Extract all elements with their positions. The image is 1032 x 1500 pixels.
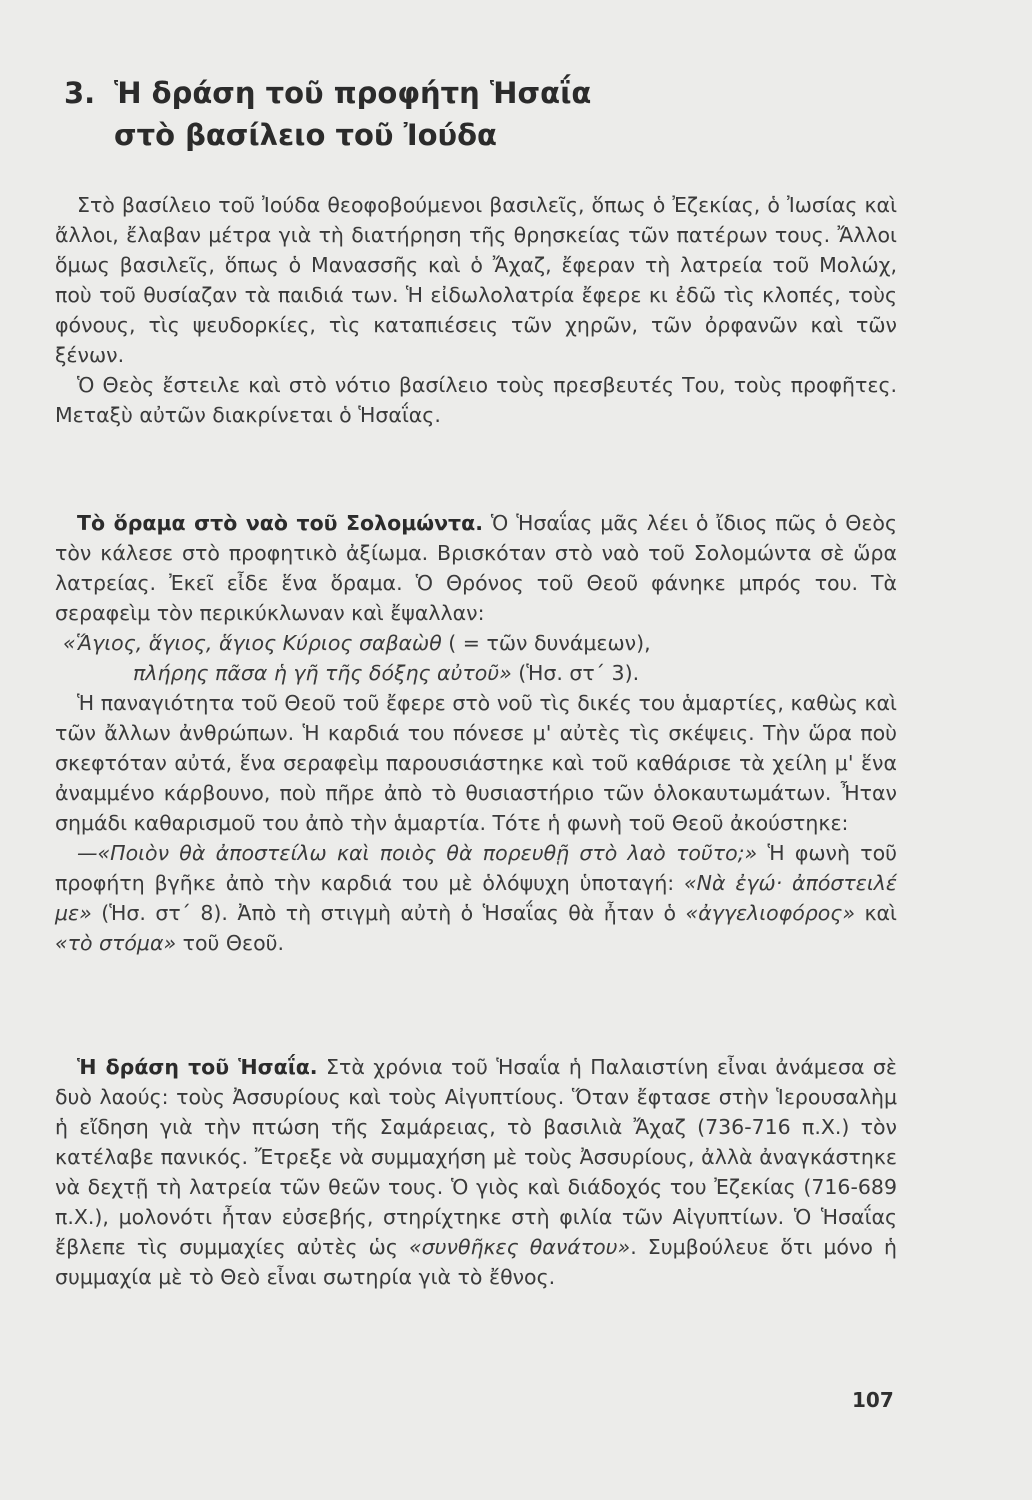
hymn-quote-2: πλήρης πᾶσα ἡ γῆ τῆς δόξης αὐτοῦ» <box>133 661 512 685</box>
vision-section <box>55 508 897 958</box>
chapter-title <box>64 72 591 156</box>
page-number: 107 <box>852 1388 894 1412</box>
action-text-1: Στὰ χρόνια τοῦ Ἡσαΐα ἡ Παλαιστίνη εἶναι ἀνάμεσα σὲ δυὸ λαούς: τοὺς Ἀσσυρίους καὶ τοὺς Αἰγυπτίους. Ὅταν ἔφτασε στὴν Ἱερουσαλὴμ ἡ εἴδηση γιὰ τὴν πτώση τῆς Σαμάρειας, τὸ βασιλιὰ Ἄχαζ (736-716 π.Χ.) τὸν κατέλαβε πανικός. Ἔτρεξε νὰ συμμαχήση μὲ τοὺς Ἀσσυρίους, ἀλλὰ ἀναγκάστηκε νὰ δεχτῇ τὴ λατρεία τῶν θεῶν τους. Ὁ γιὸς καὶ διάδοχός του Ἐζεκίας (716-689 π.Χ.), μολονότι ἦταν εὐσεβής, στηρίχτηκε στὴ φιλία τῶν Αἰγυπτίων. Ὁ Ἡσαΐας ἔβλεπε τὶς συμμαχίες αὐτὲς ὡς <box>55 1055 897 1259</box>
hymn-line-2 <box>55 658 897 688</box>
vision-text-3c: καὶ <box>854 901 897 925</box>
hymn-gloss: ( = τῶν δυνάμεων), <box>441 631 651 655</box>
vision-paragraph-2: Ἡ παναγιότητα τοῦ Θεοῦ τοῦ ἔφερε στὸ νοῦ τὶς δικές του ἁμαρτίες, καθὼς καὶ τῶν ἄλλων ἀνθρώπων. Ἡ καρδιά του πόνεσε μ' αὐτὲς τὶς σκέψεις. Τὴν ὥρα ποὺ σκεφτόταν αὐτά, ἕνα σεραφεὶμ παρουσιάστηκε καὶ τοῦ καθάρισε τὰ χείλη μ' ἕνα ἀναμμένο κάρβουνο, ποὺ πῆρε ἀπὸ τὸ θυσιαστήριο τῶν ὁλοκαυτωμάτων. Ἦταν σημάδι καθαρισμοῦ του ἀπὸ τὴν ἁμαρτία. Τότε ἡ φωνὴ τοῦ Θεοῦ ἀκούστηκε: <box>55 691 897 835</box>
action-subheading: Ἡ δράση τοῦ Ἡσαΐα. <box>77 1055 318 1079</box>
hymn-reference: (Ἡσ. στ΄ 3). <box>511 661 640 685</box>
vision-paragraph-1 <box>55 508 897 628</box>
vision-paragraph-3 <box>55 838 897 958</box>
chapter-number: 3. <box>64 76 96 110</box>
death-treaties-quote: «συνθῆκες θανάτου» <box>408 1235 631 1259</box>
action-paragraph <box>55 1052 897 1292</box>
divine-question: —«Ποιὸν θὰ ἀποστείλω καὶ ποιὸς θὰ πορευθῇ στὸ λαὸ τοῦτο;» <box>77 841 758 865</box>
chapter-title-line-2: στὸ βασίλειο τοῦ Ἰούδα <box>114 118 497 152</box>
hymn-line-1 <box>55 628 897 658</box>
messenger-quote: «ἀγγελιοφόρος» <box>685 901 855 925</box>
intro-section <box>55 190 897 430</box>
intro-paragraph-1: Στὸ βασίλειο τοῦ Ἰούδα θεοφοβούμενοι βασιλεῖς, ὅπως ὁ Ἐζεκίας, ὁ Ἰωσίας καὶ ἄλλοι, ἔλαβαν μέτρα γιὰ τὴ διατήρηση τῆς θρησκείας τῶν πατέρων τους. Ἄλλοι ὅμως βασιλεῖς, ὅπως ὁ Μανασσῆς καὶ ὁ Ἄχαζ, ἔφεραν τὴ λατρεία τοῦ Μολώχ, ποὺ τοῦ θυσίαζαν τὰ παιδιά των. Ἡ εἰδωλολατρία ἔφερε κι ἐδῶ τὶς κλοπές, τοὺς φόνους, τὶς ψευδορκίες, τὶς καταπιέσεις τῶν χηρῶν, τῶν ὀρφανῶν καὶ τῶν ξένων. <box>55 193 897 367</box>
vision-subheading: Τὸ ὅραμα στὸ ναὸ τοῦ Σολομώντα. <box>77 511 484 535</box>
action-section <box>55 1052 897 1292</box>
action-text-2: . Συμβούλευε ὅτι μόνο ἡ συμμαχία μὲ τὸ Θεὸ εἶναι σωτηρία γιὰ τὸ ἔθνος. <box>55 1235 897 1289</box>
prophet-answer: «Νὰ ἐγώ· ἀπόστειλέ με» <box>55 871 897 925</box>
hymn-quote-1: «Ἅγιος, ἅγιος, ἅγιος Κύριος σαβαὼθ <box>63 631 442 655</box>
mouth-quote: «τὸ στόμα» <box>55 931 177 955</box>
intro-paragraph-2: Ὁ Θεὸς ἔστειλε καὶ στὸ νότιο βασίλειο τοὺς πρεσβευτές Του, τοὺς προφῆτες. Μεταξὺ αὐτῶν διακρίνεται ὁ Ἡσαΐας. <box>55 373 897 427</box>
vision-text-3b: (Ἡσ. στ΄ 8). Ἀπὸ τὴ στιγμὴ αὐτὴ ὁ Ἡσαΐας θὰ ἦταν ὁ <box>91 901 686 925</box>
vision-text-1: Ὁ Ἡσαΐας μᾶς λέει ὁ ἴδιος πῶς ὁ Θεὸς τὸν κάλεσε στὸ προφητικὸ ἀξίωμα. Βρισκόταν στὸ ναὸ τοῦ Σολομώντα σὲ ὥρα λατρείας. Ἐκεῖ εἶδε ἕνα ὅραμα. Ὁ Θρόνος τοῦ Θεοῦ φάνηκε μπρός του. Τὰ σεραφεὶμ τὸν περικύκλωναν καὶ ἔψαλλαν: <box>55 511 898 625</box>
vision-text-3d: τοῦ Θεοῦ. <box>176 931 285 955</box>
chapter-title-line-1: Ἡ δράση τοῦ προφήτη Ἡσαΐα <box>114 76 592 110</box>
vision-text-3a: Ἡ φωνὴ τοῦ προφήτη βγῆκε ἀπὸ τὴν καρδιά του μὲ ὁλόψυχη ὑποταγή: <box>55 841 898 895</box>
